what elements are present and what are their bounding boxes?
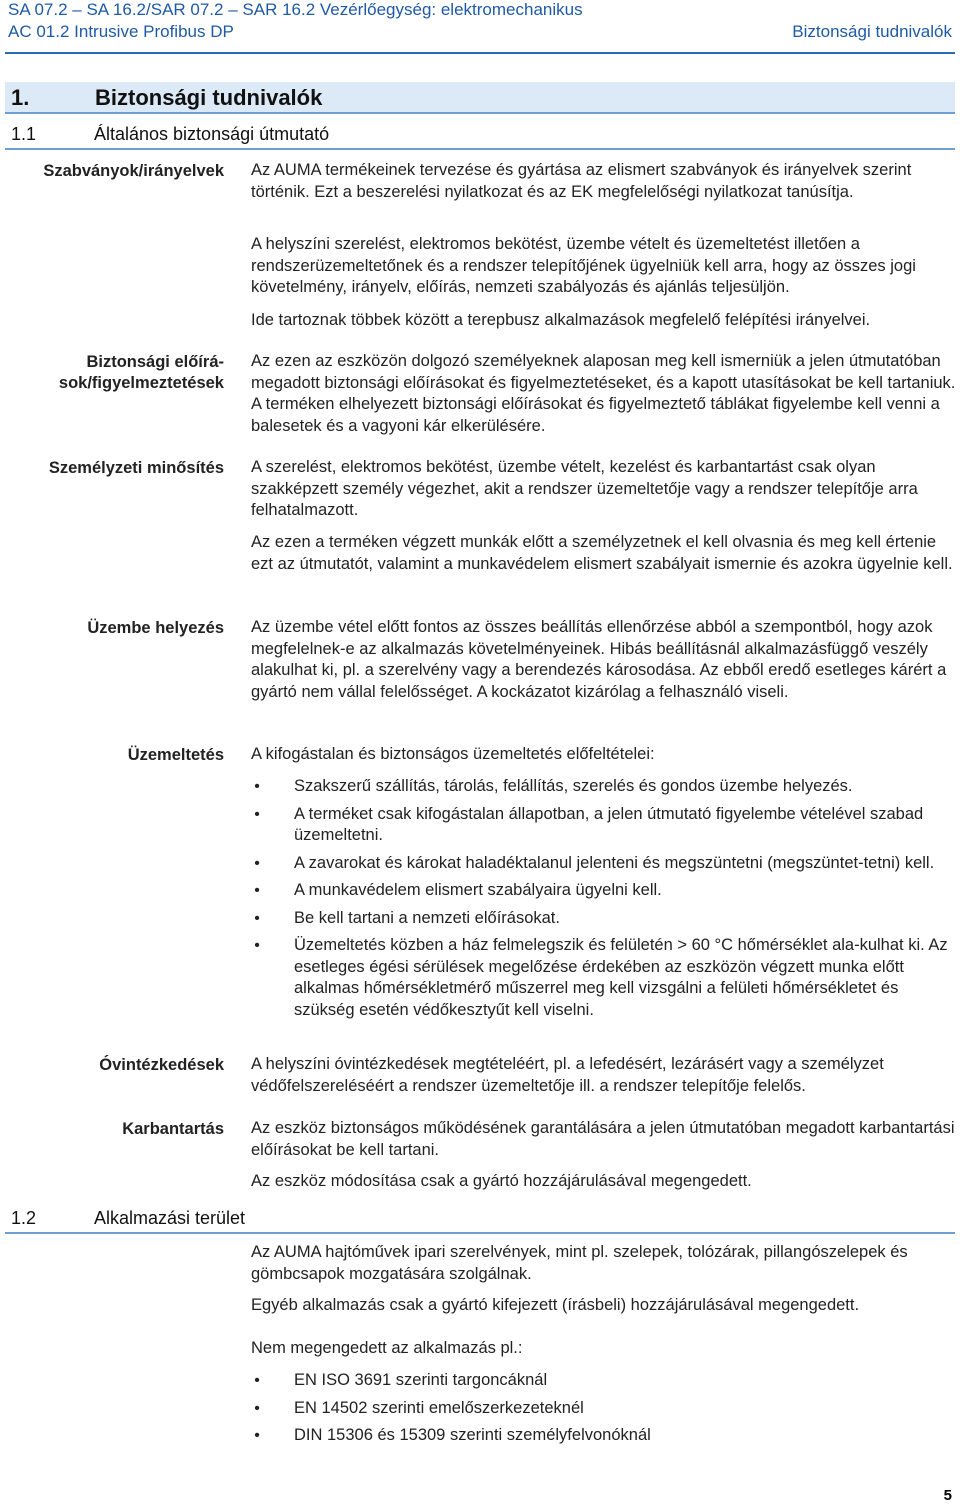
application-paragraph-3: Nem megengedett az alkalmazás pl.:: [251, 1339, 523, 1357]
bullet-icon: •: [254, 1372, 260, 1389]
section-number: 1.1: [11, 124, 37, 144]
header-product-subline: AC 01.2 Intrusive Profibus DP: [8, 22, 234, 41]
list-item: [251, 1398, 956, 1420]
list-item: [251, 853, 956, 875]
bullet-icon: •: [254, 805, 260, 823]
list-item-text: A munkavédelem elismert szabályaira ügyelni kell.: [294, 881, 662, 899]
chapter-heading: [5, 82, 955, 114]
maintenance-paragraph-2: Az eszköz módosítása csak a gyártó hozzájárulásával megengedett.: [251, 1172, 752, 1190]
application-paragraph-1: Az AUMA hajtóművek ipari szerelvények, mint pl. szelepek, tolózárak, pillangószelepek és gömbcsapok mozgatására szolgálnak.: [251, 1243, 908, 1283]
standards-paragraph-1: Az AUMA termékeinek tervezése és gyártása az elismert szabványok és irányelvek szerint történik. Ezt a beszerelési nyilatkozat és az EK megfelelőségi nyilatkozat tanúsítja.: [251, 161, 912, 201]
header-product-line: SA 07.2 – SA 16.2/SAR 07.2 – SAR 16.2 Vezérlőegység: elektromechanikus: [8, 0, 583, 19]
chapter-title: Biztonsági tudnivalók: [95, 85, 323, 110]
standards-paragraph-2: A helyszíni szerelést, elektromos bekötést, üzembe vételt és üzemeltetést illetően a rendszerüzemeltetőnek és a rendszer telepítőjének ügyelniük kell arra, hogy az összes jogi követelmény, irányelv, előírás, nemzeti szabályozás és ajánlás teljesüljön.: [251, 235, 916, 296]
label-standards: Szabványok/irányelvek: [43, 162, 224, 180]
label-line: Biztonsági előírá-: [86, 353, 224, 371]
bullet-icon: •: [254, 1399, 260, 1417]
safety-paragraph: Az ezen az eszközön dolgozó személyeknek alaposan meg kell ismerniük a jelen útmutatóban megadott biztonsági előírásokat és figyelmeztetéseket, és a kapott utasításokat be kell tartaniuk. A terméken elhelyezett biztonsági előírásokat és figyelmeztető táblákat figyelembe kell venni a balesetek és a vagyoni kár elkerülésére.: [251, 352, 956, 435]
commissioning-paragraph: Az üzembe vétel előtt fontos az összes beállítás ellenőrzése abból a szempontból, hogy azok megfelelnek-e az alkalmazás követelményeinek. Hibás beállításnál alkalmazásfüggő veszély alakulhat ki, pl. a szerelvény vagy a berendezés károsodása. Az ebből eredő esetleges kárért a gyártó nem vállal felelősséget. A kockázatot kizárólag a felhasználó viseli.: [251, 618, 947, 701]
label-personnel-qualification: Személyzeti minősítés: [48, 459, 224, 477]
bullet-icon: •: [254, 854, 260, 872]
list-item-text: Üzemeltetés közben a ház felmelegszik és felületén > 60 °C hőmérséklet ala-kulhat ki. Az esetleges égési sérülések megelőzése érdekében az eszközön végzett munka előtt alkalmas hőmérsékletmérő műszerrel meg kell vizsgálni a felületi hőmérsékletet és szükség esetén védőkesztyűt kell viselni.: [294, 936, 948, 1019]
label-precautions: Óvintézkedések: [99, 1056, 224, 1074]
list-item-text: Szakszerű szállítás, tárolás, felállítás, szerelés és gondos üzembe helyezés.: [294, 777, 853, 795]
qualification-paragraph-2: Az ezen a terméken végzett munkák előtt a személyzetnek el kell olvasnia és meg kell értenie ezt az útmutatót, valamint a munkavédelem elismert szabályait ismernie és azokra ügyelnie kell.: [251, 533, 953, 573]
bullet-icon: •: [254, 937, 260, 954]
section-number: 1.2: [11, 1208, 37, 1228]
list-item: [251, 935, 956, 1021]
standards-paragraph-3: Ide tartoznak többek között a terepbusz alkalmazások megfelelő felépítési irányelvei.: [251, 311, 871, 329]
operation-intro: A kifogástalan és biztonságos üzemeltetés előfeltételei:: [251, 745, 655, 763]
page-number: 5: [943, 1487, 952, 1504]
header-divider: [5, 52, 955, 54]
list-item: [251, 1425, 956, 1447]
list-item-text: EN 14502 szerinti emelőszerkezeteknél: [294, 1398, 584, 1417]
label-commissioning: Üzembe helyezés: [87, 619, 224, 637]
qualification-paragraph-1: A szerelést, elektromos bekötést, üzembe vételt, kezelést és karbantartást csak olyan szakképzett személy végezhet, akit a rendszer üzemeltetője vagy a rendszer telepítője arra felhatalmazott.: [251, 458, 918, 519]
list-item: [251, 776, 956, 798]
label-safety-warnings: [4, 352, 224, 394]
bullet-icon: •: [254, 778, 260, 795]
bullet-icon: •: [254, 1427, 260, 1444]
label-maintenance: Karbantartás: [122, 1120, 224, 1138]
label-operation: Üzemeltetés: [127, 746, 224, 764]
bullet-icon: •: [254, 882, 260, 899]
maintenance-paragraph-1: Az eszköz biztonságos működésének garantálására a jelen útmutatóban megadott karbantartási előírásokat be kell tartani.: [251, 1119, 955, 1159]
section-title: Alkalmazási terület: [94, 1208, 246, 1228]
label-line: sok/figyelmeztetések: [58, 374, 224, 392]
list-item: [251, 880, 956, 902]
list-item-text: A zavarokat és károkat haladéktalanul jelenteni és megszüntetni (megszüntet-tetni) kell.: [294, 853, 935, 872]
list-item-text: Be kell tartani a nemzeti előírásokat.: [294, 908, 560, 927]
precautions-paragraph: A helyszíni óvintézkedések megtételéért, pl. a lefedésért, lezárásért vagy a személyzet védőfelszereléséért a rendszer üzemeltetője ill. a rendszer telepítője felelős.: [251, 1055, 884, 1095]
bullet-icon: •: [254, 909, 260, 927]
operation-bullet-list: [251, 776, 956, 1021]
list-item: [251, 804, 956, 847]
section-heading-1-1: [5, 122, 955, 150]
list-item: [251, 1370, 956, 1392]
list-item-text: DIN 15306 és 15309 szerinti személyfelvonóknál: [294, 1426, 651, 1444]
list-item-text: A terméket csak kifogástalan állapotban, a jelen útmutató figyelembe vételével szabad üzemeltetni.: [294, 804, 924, 844]
chapter-number: 1.: [11, 85, 30, 110]
list-item: [251, 908, 956, 930]
header-chapter-name: Biztonsági tudnivalók: [792, 22, 952, 41]
application-bullet-list: [251, 1370, 956, 1447]
section-title: Általános biztonsági útmutató: [94, 124, 330, 144]
list-item-text: EN ISO 3691 szerinti targoncáknál: [294, 1371, 548, 1389]
application-paragraph-2: Egyéb alkalmazás csak a gyártó kifejezett (írásbeli) hozzájárulásával megengedett.: [251, 1296, 860, 1314]
section-heading-1-2: [5, 1206, 955, 1234]
